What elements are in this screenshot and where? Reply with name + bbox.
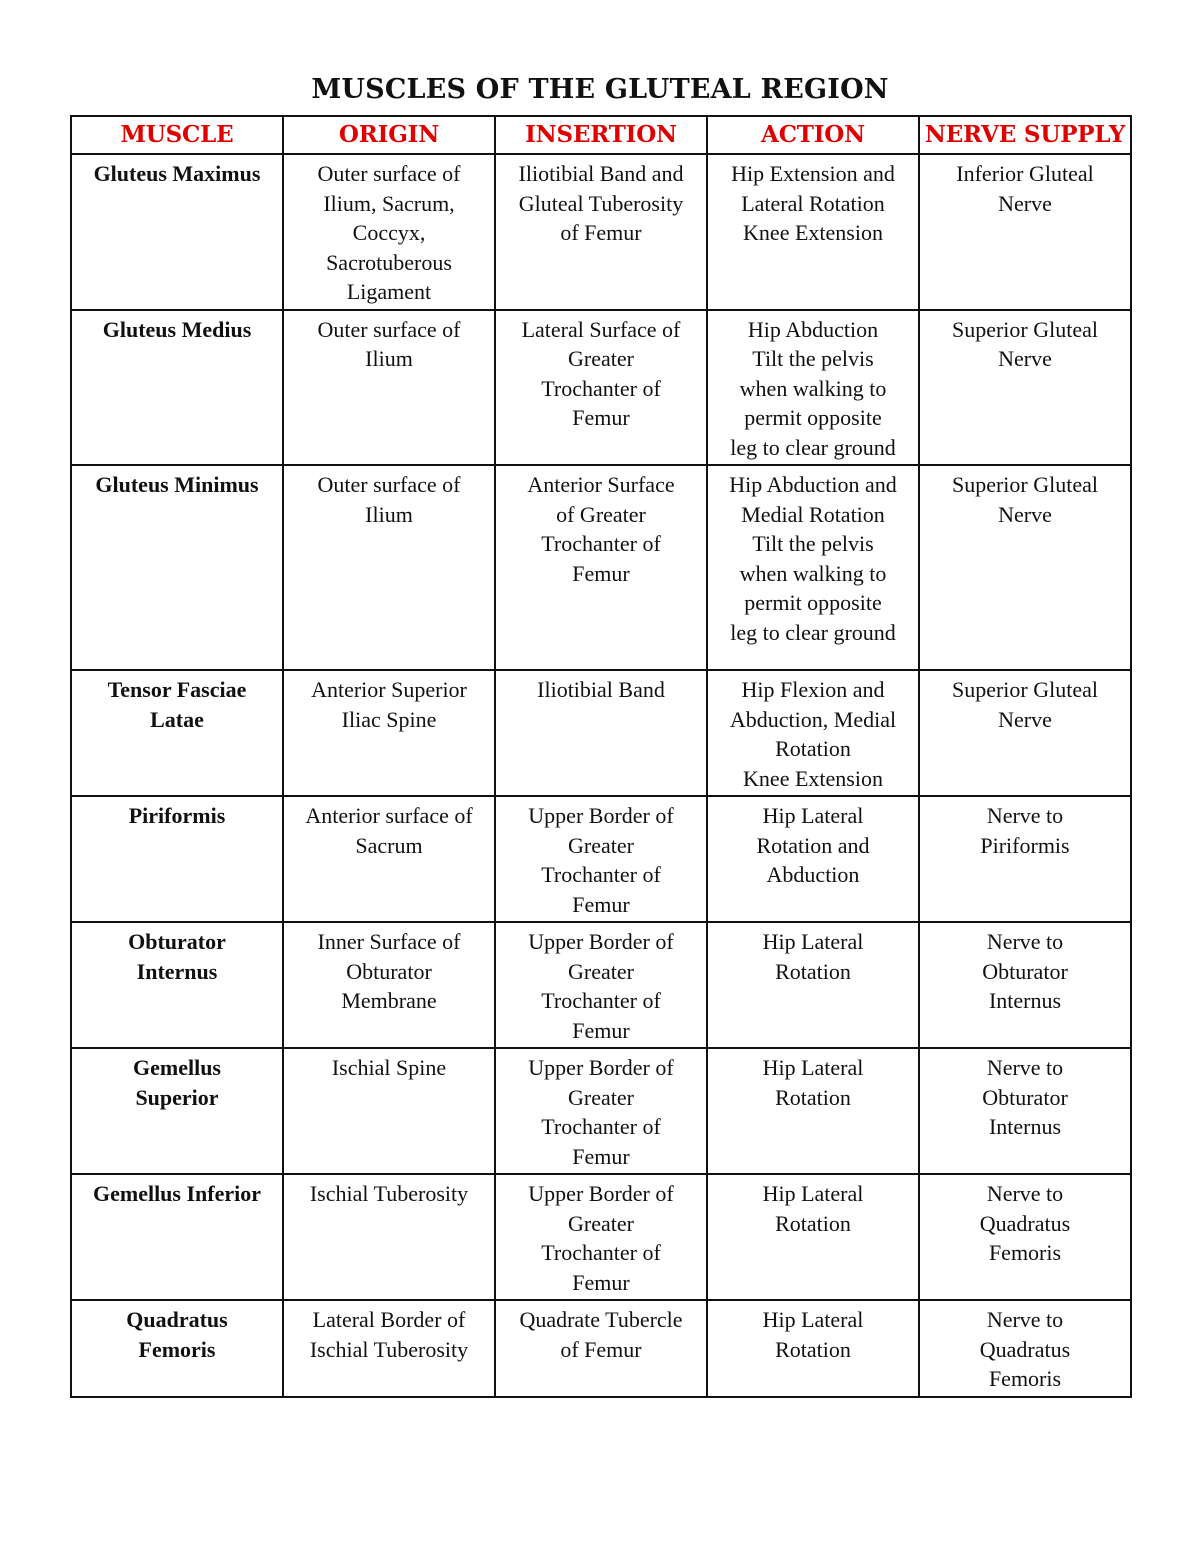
cell-text-line: Sacrotuberous: [326, 249, 452, 275]
cell-insertion: [495, 670, 707, 796]
cell-text-line: Femur: [572, 405, 630, 430]
header-insertion: INSERTION: [495, 116, 707, 154]
cell-muscle: [71, 1300, 283, 1397]
cell-text-line: Tilt the pelvis: [752, 346, 874, 371]
cell-text-line: Nerve to: [986, 1181, 1064, 1206]
cell-text-line: Abduction: [766, 862, 860, 887]
table-row: [71, 154, 1131, 310]
cell-text-line: Internus: [136, 958, 218, 984]
cell-insertion: [495, 1300, 707, 1397]
cell-muscle: [71, 670, 283, 796]
cell-text-line: Hip Lateral: [762, 1307, 864, 1332]
cell-text-line: Inner Surface of: [317, 929, 461, 954]
cell-nerve-supply: [919, 465, 1131, 670]
cell-text-line: Anterior surface of: [305, 803, 473, 828]
cell-text-line: Superior Gluteal: [951, 316, 1099, 342]
cell-text-line: Ischial Spine: [331, 1055, 447, 1080]
table-row: [71, 465, 1131, 670]
cell-insertion: [495, 154, 707, 310]
cell-insertion: [495, 1048, 707, 1174]
cell-text-line: Obturator: [346, 958, 432, 984]
cell-text-line: Greater: [568, 958, 634, 984]
cell-text-line: Rotation: [775, 1084, 851, 1110]
table-row: [71, 670, 1131, 796]
cell-origin: [283, 310, 495, 466]
cell-text-line: Gemellus: [133, 1055, 221, 1080]
cell-action: [707, 310, 919, 466]
cell-insertion: [495, 310, 707, 466]
cell-text-line: Quadratus: [979, 1210, 1071, 1236]
cell-text-line: Hip Lateral: [762, 929, 864, 954]
cell-text-line: Inferior Gluteal: [956, 161, 1094, 186]
cell-text-line: Femur: [572, 891, 630, 917]
cell-action: [707, 1048, 919, 1174]
cell-muscle: [71, 1048, 283, 1174]
cell-text-line: Obturator: [982, 958, 1068, 984]
cell-text-line: permit opposite: [744, 405, 882, 430]
cell-text-line: Ligament: [346, 279, 432, 304]
cell-text-line: Abduction, Medial: [729, 706, 897, 732]
header-origin: ORIGIN: [283, 116, 495, 154]
cell-text-line: Iliotibial Band and: [518, 161, 684, 186]
cell-text-line: Nerve to: [986, 1307, 1064, 1332]
cell-text-line: Nerve: [998, 706, 1052, 732]
cell-insertion: [495, 796, 707, 922]
cell-text-line: Tensor Fasciae: [107, 677, 247, 702]
cell-text-line: Hip Flexion and: [741, 677, 885, 702]
cell-muscle: [71, 1174, 283, 1300]
cell-text-line: Gluteus Maximus: [93, 161, 261, 186]
cell-text-line: Gluteus Minimus: [95, 472, 259, 497]
cell-text-line: Trochanter of: [541, 988, 661, 1013]
cell-text-line: Nerve to: [986, 1055, 1064, 1080]
cell-insertion: [495, 1174, 707, 1300]
table-row: [71, 922, 1131, 1048]
table-row: [71, 1300, 1131, 1397]
cell-text-line: Greater: [568, 1084, 634, 1110]
cell-text-line: Greater: [568, 832, 634, 858]
table-header-row: [71, 116, 1131, 154]
cell-text-line: Coccyx,: [352, 220, 426, 245]
cell-text-line: Outer surface of: [317, 472, 461, 497]
cell-text-line: Internus: [988, 1114, 1062, 1139]
cell-text-line: Quadratus: [979, 1336, 1071, 1362]
cell-muscle: [71, 310, 283, 466]
cell-text-line: Greater: [568, 1210, 634, 1236]
table-row: [71, 796, 1131, 922]
cell-text-line: Hip Abduction: [747, 316, 879, 342]
cell-text-line: of Femur: [560, 220, 642, 245]
cell-origin: [283, 465, 495, 670]
cell-text-line: Knee Extension: [743, 765, 883, 791]
cell-text-line: Superior Gluteal: [951, 677, 1099, 702]
table-row: [71, 310, 1131, 466]
cell-insertion: [495, 922, 707, 1048]
cell-text-line: Ischial Tuberosity: [309, 1336, 469, 1362]
cell-text-line: Iliotibial Band: [537, 677, 665, 702]
cell-text-line: Trochanter of: [541, 375, 661, 401]
cell-text-line: Ilium, Sacrum,: [323, 190, 455, 216]
cell-nerve-supply: [919, 310, 1131, 466]
cell-text-line: Trochanter of: [541, 531, 661, 556]
cell-text-line: Nerve to: [986, 803, 1064, 828]
cell-nerve-supply: [919, 670, 1131, 796]
cell-text-line: Hip Lateral: [762, 1181, 864, 1206]
cell-text-line: Outer surface of: [317, 316, 461, 342]
cell-origin: [283, 796, 495, 922]
cell-action: [707, 796, 919, 922]
header-action: ACTION: [707, 116, 919, 154]
cell-text-line: Piriformis: [128, 803, 226, 828]
cell-text-line: Femoris: [988, 1366, 1062, 1391]
cell-muscle: [71, 465, 283, 670]
cell-text-line: Knee Extension: [743, 220, 883, 245]
cell-text-line: Nerve: [998, 190, 1052, 216]
cell-origin: [283, 670, 495, 796]
cell-text-line: Hip Abduction and: [729, 472, 897, 497]
cell-text-line: Femur: [572, 1017, 630, 1043]
cell-text-line: Rotation and: [756, 832, 870, 858]
cell-text-line: Greater: [568, 346, 634, 371]
cell-muscle: [71, 796, 283, 922]
cell-text-line: Lateral Rotation: [741, 190, 885, 216]
cell-muscle: [71, 922, 283, 1048]
cell-nerve-supply: [919, 1048, 1131, 1174]
cell-text-line: when walking to: [739, 560, 887, 586]
cell-text-line: permit opposite: [744, 590, 882, 615]
cell-text-line: Rotation: [775, 736, 851, 761]
cell-text-line: Quadratus: [126, 1307, 228, 1332]
cell-action: [707, 154, 919, 310]
cell-text-line: Medial Rotation: [741, 501, 885, 527]
muscles-table: [70, 115, 1132, 1398]
cell-text-line: Femur: [572, 1143, 630, 1169]
cell-origin: [283, 922, 495, 1048]
cell-text-line: Nerve: [998, 346, 1052, 371]
cell-text-line: Ilium: [365, 346, 413, 371]
cell-nerve-supply: [919, 1174, 1131, 1300]
cell-text-line: Sacrum: [355, 832, 423, 858]
cell-origin: [283, 154, 495, 310]
cell-text-line: Ilium: [365, 501, 413, 527]
header-muscle: MUSCLE: [71, 116, 283, 154]
cell-text-line: Upper Border of: [528, 1055, 674, 1080]
cell-nerve-supply: [919, 1300, 1131, 1397]
page-title: MUSCLES OF THE GLUTEAL REGION: [311, 74, 889, 105]
cell-text-line: Femur: [572, 560, 630, 586]
cell-nerve-supply: [919, 796, 1131, 922]
cell-text-line: Anterior Surface: [527, 472, 675, 497]
cell-origin: [283, 1300, 495, 1397]
cell-text-line: Rotation: [775, 958, 851, 984]
table-row: [71, 1174, 1131, 1300]
cell-action: [707, 465, 919, 670]
cell-text-line: Gluteus Medius: [102, 316, 252, 342]
cell-text-line: of Greater: [556, 501, 646, 527]
cell-text-line: Quadrate Tubercle: [519, 1307, 683, 1332]
cell-text-line: Rotation: [775, 1336, 851, 1362]
cell-origin: [283, 1048, 495, 1174]
cell-text-line: Obturator: [982, 1084, 1068, 1110]
cell-text-line: Membrane: [341, 988, 437, 1013]
cell-text-line: Latae: [150, 706, 204, 732]
cell-text-line: leg to clear ground: [730, 434, 896, 460]
cell-text-line: Hip Extension and: [731, 161, 895, 186]
cell-text-line: Superior: [135, 1084, 219, 1110]
cell-text-line: Ischial Tuberosity: [309, 1181, 469, 1206]
table-row: [71, 1048, 1131, 1174]
cell-text-line: Piriformis: [980, 832, 1070, 858]
cell-text-line: leg to clear ground: [730, 619, 896, 645]
cell-text-line: Tilt the pelvis: [752, 531, 874, 556]
cell-text-line: Hip Lateral: [762, 1055, 864, 1080]
cell-text-line: Internus: [988, 988, 1062, 1013]
cell-text-line: Nerve: [998, 501, 1052, 527]
cell-text-line: Trochanter of: [541, 1114, 661, 1139]
cell-action: [707, 670, 919, 796]
cell-text-line: Lateral Border of: [312, 1307, 466, 1332]
cell-insertion: [495, 465, 707, 670]
cell-text-line: Femoris: [138, 1336, 216, 1362]
cell-text-line: Trochanter of: [541, 1240, 661, 1265]
table-body: [71, 154, 1131, 1397]
cell-text-line: Nerve to: [986, 929, 1064, 954]
cell-muscle: [71, 154, 283, 310]
cell-action: [707, 922, 919, 1048]
cell-text-line: Gemellus Inferior: [92, 1181, 262, 1206]
cell-text-line: Hip Lateral: [762, 803, 864, 828]
cell-action: [707, 1300, 919, 1397]
cell-text-line: Lateral Surface of: [521, 316, 681, 342]
cell-text-line: Upper Border of: [528, 1181, 674, 1206]
cell-text-line: Upper Border of: [528, 803, 674, 828]
cell-text-line: Rotation: [775, 1210, 851, 1236]
cell-origin: [283, 1174, 495, 1300]
cell-text-line: Femur: [572, 1269, 630, 1295]
cell-text-line: Femoris: [988, 1240, 1062, 1265]
cell-text-line: Iliac Spine: [341, 706, 437, 732]
cell-text-line: Gluteal Tuberosity: [518, 190, 684, 216]
cell-text-line: Obturator: [128, 929, 226, 954]
cell-text-line: Outer surface of: [317, 161, 461, 186]
cell-action: [707, 1174, 919, 1300]
header-nerve-supply: NERVE SUPPLY: [919, 116, 1131, 154]
cell-nerve-supply: [919, 922, 1131, 1048]
cell-text-line: when walking to: [739, 375, 887, 401]
cell-nerve-supply: [919, 154, 1131, 310]
cell-text-line: Trochanter of: [541, 862, 661, 887]
cell-text-line: Anterior Superior: [311, 677, 467, 702]
cell-text-line: of Femur: [560, 1336, 642, 1362]
cell-text-line: Superior Gluteal: [951, 472, 1099, 497]
cell-text-line: Upper Border of: [528, 929, 674, 954]
